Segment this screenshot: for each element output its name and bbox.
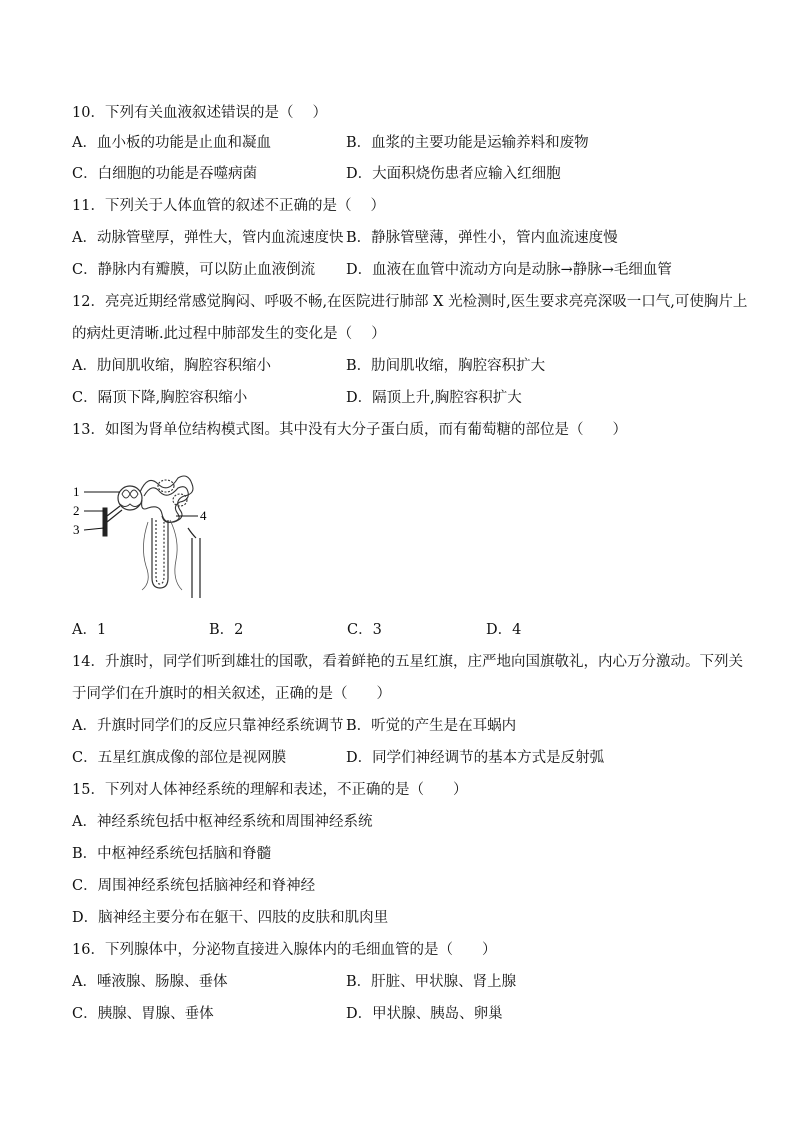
question-11-option-d: D．血液在血管中流动方向是动脉→静脉→毛细血管 xyxy=(346,262,672,278)
question-12-option-b: B．肋间肌收缩，胸腔容积扩大 xyxy=(346,358,546,374)
question-12-option-a: A．肋间肌收缩，胸腔容积缩小 xyxy=(72,358,271,374)
question-11-option-c: C．静脉内有瓣膜，可以防止血液倒流 xyxy=(72,262,316,278)
question-15-option-b: B．中枢神经系统包括脑和脊髓 xyxy=(72,846,272,862)
question-11-option-a: A．动脉管壁厚，弹性大，管内血流速度快 xyxy=(72,230,344,246)
question-14-option-b: B．听觉的产生是在耳蜗内 xyxy=(346,718,517,734)
question-10-stem: 10．下列有关血液叙述错误的是（ ） xyxy=(72,105,328,121)
question-15-option-c: C．周围神经系统包括脑神经和脊神经 xyxy=(72,878,316,894)
question-13-option-b: B．2 xyxy=(209,622,244,638)
question-14-option-a: A．升旗时同学们的反应只靠神经系统调节 xyxy=(72,718,344,734)
question-11-option-b: B．静脉管壁薄，弹性小，管内血流速度慢 xyxy=(346,230,618,246)
question-16-stem: 16．下列腺体中，分泌物直接进入腺体内的毛细血管的是（ ） xyxy=(72,942,497,958)
question-10-option-d: D．大面积烧伤患者应输入红细胞 xyxy=(346,166,561,182)
question-13-option-a: A．1 xyxy=(72,622,107,638)
question-16-option-b: B．肝脏、甲状腺、肾上腺 xyxy=(346,974,517,990)
figure-label-3: 3 xyxy=(73,522,80,537)
question-15-option-a: A．神经系统包括中枢神经系统和周围神经系统 xyxy=(72,814,373,830)
loop-of-henle xyxy=(152,518,168,588)
question-14-stem-line-1: 14．升旗时，同学们听到雄壮的国歌，看着鲜艳的五星红旗，庄严地向国旗敬礼，内心万分激动。下列关 xyxy=(72,654,743,670)
convoluted-tubule xyxy=(140,476,193,522)
question-16-option-a: A．唾液腺、肠腺、垂体 xyxy=(72,974,228,990)
collecting-duct xyxy=(188,528,200,598)
question-10-option-c: C．白细胞的功能是吞噬病菌 xyxy=(72,166,258,182)
question-12-option-c: C．隔顶下降,胸腔容积缩小 xyxy=(72,390,248,406)
question-12-stem-line-2: 的病灶更清晰.此过程中肺部发生的变化是（ ） xyxy=(72,326,386,342)
question-16-option-d: D．甲状腺、胰岛、卵巢 xyxy=(346,1006,503,1022)
question-13-option-d: D．4 xyxy=(486,622,522,638)
blood-vessels xyxy=(103,506,122,536)
question-14-option-c: C．五星红旗成像的部位是视网膜 xyxy=(72,750,287,766)
glomerulus-capsule xyxy=(118,486,142,510)
question-13-stem: 13．如图为肾单位结构模式图。其中没有大分子蛋白质，而有葡萄糖的部位是（ ） xyxy=(72,422,627,438)
figure-label-1: 1 xyxy=(73,484,80,499)
question-10-option-a: A．血小板的功能是止血和凝血 xyxy=(72,135,271,151)
question-10-option-b: B．血浆的主要功能是运输养料和废物 xyxy=(346,135,589,151)
figure-label-2: 2 xyxy=(73,503,80,518)
nephron-diagram xyxy=(70,470,220,600)
question-16-option-c: C．胰腺、胃腺、垂体 xyxy=(72,1006,214,1022)
question-11-stem: 11．下列关于人体血管的叙述不正确的是（ ） xyxy=(72,198,386,214)
peritubular-capillaries xyxy=(142,520,182,590)
question-12-stem-line-1: 12．亮亮近期经常感觉胸闷、呼吸不畅,在医院进行肺部 X 光检测时,医生要求亮亮深吸一口气,可使胸片上 xyxy=(72,294,748,310)
question-13-option-c: C．3 xyxy=(347,622,382,638)
question-12-option-d: D．隔顶上升,胸腔容积扩大 xyxy=(346,390,522,406)
question-14-option-d: D．同学们神经调节的基本方式是反射弧 xyxy=(346,750,605,766)
question-14-stem-line-2: 于同学们在升旗时的相关叙述，正确的是（ ） xyxy=(72,686,391,702)
question-15-option-d: D．脑神经主要分布在躯干、四肢的皮肤和肌肉里 xyxy=(72,910,389,926)
figure-label-4: 4 xyxy=(200,508,207,523)
question-15-stem: 15．下列对人体神经系统的理解和表述，不正确的是（ ） xyxy=(72,782,468,798)
